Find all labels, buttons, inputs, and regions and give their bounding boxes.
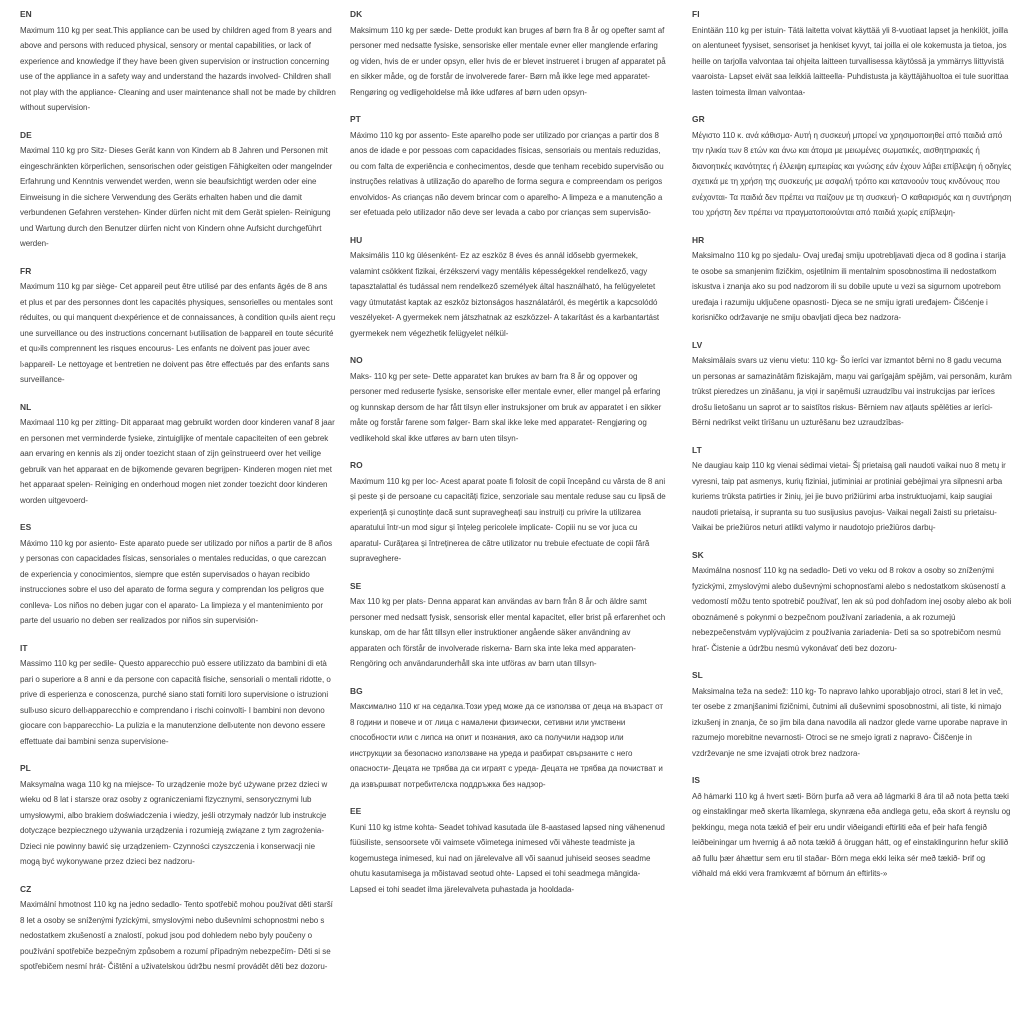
language-section: [692, 773, 1012, 882]
language-text: Ne daugiau kaip 110 kg vienai sėdimai vietai- Šį prietaisą gali naudoti vaikai nuo 8 metų ir vyresni, taip pat asmenys, kurių fiziniai, jutiminiai ar protiniai gebėjimai yra silpnesni arba kuriems trūksta patirties ir žinių, jei jie buvo prižiūrimi arba instruktuojami, kaip saugiai naudoti prietaisą, ir supranta su tuo susijusius pavojus- Vaikai negali žaisti su prietaisu- Vaikai be priežiūros neturi atlikti valymo ir naudotojo priežiūros darbų-: [692, 461, 1006, 532]
language-section: [692, 7, 1012, 100]
language-section: [692, 338, 1012, 431]
language-section: [350, 233, 666, 342]
language-section: [350, 7, 666, 100]
language-code: HU: [350, 234, 363, 245]
language-text: Maximum 110 kg par siège- Cet appareil peut être utilisé par des enfants âgés de 8 ans et plus et par des personnes dont les capacités physiques, sensorielles ou mentales sont réduites, ou qui manquent d›expérience et de connaissances, à condition qu›ils aient reçu une surveillance ou des instructions concernant l›utilisation de l›appareil en toute sécurité et qu›ils comprennent les risques encourus- Les enfants ne doivent pas jouer avec l›appareil- Le nettoyage et l›entretien ne doivent pas être effectués par des enfants sans surveillance-: [20, 282, 336, 384]
language-text: Maksimalno 110 kg po sjedalu- Ovaj uređaj smiju upotrebljavati djeca od 8 godina i starija te osobe sa smanjenim fizičkim, osjetilnim ili mentalnim sposobnostima ili nedostatkom iskustva i znanja ako su pod nadzorom ili su dobile upute u vezi sa sigurnom upotrebom uređaja i razumiju uključene opasnosti- Djeca se ne smiju igrati uređajem- Čišćenje i korisničko održavanje ne smiju obavljati djeca bez nadzora-: [692, 251, 1006, 322]
language-text: Massimo 110 kg per sedile- Questo apparecchio può essere utilizzato da bambini di età pari o superiore a 8 anni e da persone con capacità fisiche, sensoriali o mentali ridotte, o prive di esperienza e conoscenza, purché siano stati forniti loro supervisione o istruzioni sull›uso sicuro dell›apparecchio e comprendano i rischi coinvolti- I bambini non devono giocare con l›apparecchio- La pulizia e la manutenzione dell›utente non devono essere effettuate dai bambini senza supervisione-: [20, 659, 331, 746]
language-text: Máximo 110 kg por asiento- Este aparato puede ser utilizado por niños a partir de 8 años y personas con capacidades físicas, sensoriales o mentales reducidas, o que carezcan de experiencia y conocimientos, siempre que estén supervisados o hayan recibido instrucciones sobre el uso del aparato de forma segura y comprendan los peligros que conlleva- Los niños no deben jugar con el aparato- La limpieza y el mantenimiento por parte del usuario no deben ser realizados por niños sin supervisión-: [20, 538, 333, 625]
language-section: [350, 804, 666, 897]
language-section: [350, 458, 666, 567]
language-code: IS: [692, 775, 701, 785]
language-section: [20, 264, 336, 388]
document-column-3: [692, 7, 1012, 894]
language-section: [20, 520, 336, 629]
language-section: [350, 353, 666, 446]
language-section: [20, 641, 336, 750]
language-section: [20, 400, 336, 509]
language-text: Að hámarki 110 kg á hvert sæti- Börn þurfa að vera að lágmarki 8 ára til að nota þetta tæki og einstaklingar með skerta líkamlega, skynræna eða andlega getu, eða skort á reynslu og þekkingu, mega nota tækið ef þeir eru undir viðeigandi eftirliti eða ef þeir hafa fengið leiðbeiningar um hvernig á að nota tækið á öruggan hátt, og ef einstaklingurinn hefur skilið að fullu þær áhættur sem eru til staðar- Börn mega ekki leika sér með tækið- Þrif og viðhald má ekki vera framkvæmt af börnum án eftirlits-»: [692, 791, 1011, 878]
language-section: [692, 112, 1012, 221]
language-code: BG: [350, 685, 363, 696]
language-section: [20, 7, 336, 116]
language-code: FI: [692, 9, 700, 19]
language-section: [350, 112, 666, 221]
language-text: Maksimalna teža na sedež: 110 kg- To napravo lahko uporabljajo otroci, stari 8 let in več, ter osebe z zmanjšanimi fizičnimi, čutnimi ali duševnimi sposobnostmi, ali tiste, ki nimajo izkušenj in znanja, če so jim bila dana navodila ali nadzor glede varne uporabe naprave in razumejo morebitne nevarnosti- Otroci se ne smejo igrati z napravo- Čiščenje in vzdrževanje ne sme izvajati otrok brez nadzora-: [692, 686, 1008, 758]
language-code: NL: [20, 401, 32, 412]
language-section: [350, 579, 666, 672]
language-code: DK: [350, 9, 363, 19]
language-text: Maximal 110 kg pro Sitz- Dieses Gerät kann von Kindern ab 8 Jahren und Personen mit eingeschränkten körperlichen, sensorischen oder geistigen Fähigkeiten oder mangelnder Erfahrung und Kenntnis verwendet werden, wenn sie beaufsichtigt werden oder eine Einweisung in die sichere Verwendung des Geräts erhalten haben und die damit verbundenen Gefahren verstehen- Kinder dürfen nicht mit dem Gerät spielen- Reinigung und Wartung durch den Benutzer dürfen nicht von Kindern ohne Aufsicht durchgeführt werden-: [20, 146, 333, 248]
language-text: Maksimális 110 kg ülésenként- Ez az eszköz 8 éves és annál idősebb gyermekek, valamint csökkent fizikai, érzékszervi vagy mentális képességekkel rendelkező, vagy tapasztalattal és tudással nem rendelkező személyek által használható, ha felügyeletet vagy útmutatást kaptak az eszköz biztonságos használatáról, és megértik a kapcsolódó veszélyeket- A gyermekek nem játszhatnak az eszközzel- A takarítást és a karbantartást gyermekek nem végezhetik felügyelet nélkül-: [350, 251, 660, 338]
language-section: [692, 548, 1012, 657]
language-code: HR: [692, 234, 705, 245]
language-text: Kuni 110 kg istme kohta- Seadet tohivad kasutada üle 8-aastased lapsed ning vähenenud füüsiliste, sensoorsete või vaimsete võimetega inimesed või väheste teadmiste ja kogemustega inimesed, kui nad on järelevalve all või saanud juhiseid seoses seadme ohutu kasutamisega ja mõistavad seotud ohte- Lapsed ei tohi seadmega mängida- Lapsed ei tohi seadet ilma järelevalveta puhastada ja hooldada-: [350, 822, 665, 894]
language-text: Enintään 110 kg per istuin- Tätä laitetta voivat käyttää yli 8-vuotiaat lapset ja henkilöt, joilla on alentuneet fyysiset, sensoriset ja henkiset kyvyt, tai joilla ei ole kokemusta ja tietoa, jos heille on tarjolla valvontaa tai ohjeita laitteen turvallisessa käytössä ja ymmärrys liittyvistä vaaroista- Lapset eivät saa leikkiä laitteella- Puhdistusta ja käyttäjähuoltoa ei tule suorittaa lasten toimesta ilman valvontaa-: [692, 25, 1009, 97]
language-section: [692, 443, 1012, 536]
language-code: SK: [692, 549, 704, 560]
language-code: PL: [20, 763, 31, 773]
language-code: LT: [692, 444, 702, 455]
language-code: RO: [350, 460, 363, 470]
language-text: Maksymalna waga 110 kg na miejsce- To urządzenie może być używane przez dzieci w wieku od 8 lat i starsze oraz osoby z ograniczeniami fizycznymi, sensorycznymi lub umysłowymi, albo brakiem doświadczenia i wiedzy, jeśli otrzymały nadzór lub instrukcje dotyczące bezpiecznego używania urządzenia i rozumieją związane z tym zagrożenia- Dzieci nie powinny bawić się urządzeniem- Czynności czyszczenia i konserwacji nie mogą być wykonywane przez dzieci bez nadzoru-: [20, 779, 328, 866]
language-code: EN: [20, 9, 32, 19]
language-text: Maximaal 110 kg per zitting- Dit apparaat mag gebruikt worden door kinderen vanaf 8 jaar en personen met verminderde fysieke, zintuiglijke of mentale capaciteiten of een gebrek aan ervaring en kennis als zij onder toezicht staan of zijn geïnstrueerd over het veilige gebruik van het apparaat en de bijkomende gevaren begrijpen- Kinderen mogen niet met het apparaat spelen- Reiniging en onderhoud mogen niet zonder toezicht door kinderen worden uitgevoerd-: [20, 418, 335, 505]
language-text: Maximální hmotnost 110 kg na jedno sedadlo- Tento spotřebič mohou používat děti starší 8 let a osoby se sníženými fyzickými, smyslovými nebo duševními schopnostmi nebo s nedostatkem zkušeností a znalostí, pokud jsou pod dohledem nebo byly poučeny o používání spotřebiče bezpečným způsobem a rozumí případným nebezpečím- Děti si se spotřebičem nesmí hrát- Čištění a uživatelskou údržbu nesmí provádět děti bez dozoru-: [20, 900, 333, 971]
document-column-1: [20, 7, 336, 987]
language-code: GR: [692, 114, 705, 124]
language-text: Max 110 kg per plats- Denna apparat kan användas av barn från 8 år och äldre samt personer med nedsatt fysisk, sensorisk eller mental kapacitet, eller brist på erfarenhet och kunskap, om de har fått tillsyn eller instruktioner angående säker användning av apparaten och förstår de involverade riskerna- Barn ska inte leka med apparaten- Rengöring och användarunderhåll ska inte utföras av barn utan tillsyn-: [350, 597, 666, 668]
language-section: [20, 882, 336, 975]
language-text: Máximo 110 kg por assento- Este aparelho pode ser utilizado por crianças a partir dos 8 anos de idade e por pessoas com capacidades físicas, sensoriais ou mentais reduzidas, ou com falta de experiência e conhecimentos, desde que tenham recebido supervisão ou instruções relativas à utilização do aparelho de forma segura e compreendam os perigos envolvidos- As crianças não devem brincar com o aparelho- A limpeza e a manutenção a ser efetuada pelo utilizador não deve ser levada a cabo por crianças sem supervisão-: [350, 130, 664, 217]
language-text: Maximum 110 kg per seat.This appliance can be used by children aged from 8 years and above and persons with reduced physical, sensory or mental capabilities, or lack of experience and knowledge if they have been given supervision or instruction concerning use of the appliance in a safety way and understand the hazards involved- Children shall not play with the appliance- Cleaning and user maintenance shall not be made by children without supervision-: [20, 25, 336, 112]
document-column-2: [350, 7, 666, 909]
language-text: Максимално 110 кг на седалка.Този уред може да се използва от деца на възраст от 8 години и повече и от лица с намалени физически, сетивни или умствени способности или с липса на опит и познания, ако са получили надзор или инструкции за безопасно използване на уреда и разбират свързаните с него опасности- Децата не трябва да си играят с уреда- Децата не трябва да почистват и да извършват потребителска поддръжка без надзор-: [350, 702, 663, 789]
language-code: PT: [350, 114, 361, 124]
language-section: [350, 684, 666, 793]
language-code: IT: [20, 642, 28, 653]
language-code: FR: [20, 265, 32, 276]
language-code: SL: [692, 670, 703, 680]
language-code: DE: [20, 129, 32, 140]
language-text: Maximum 110 kg per loc- Acest aparat poate fi folosit de copii începând cu vârsta de 8 ani și peste și de persoane cu capacități fizice, senzoriale sau mentale reduse sau cu lipsă de experiență și cunoștințe dacă sunt supravegheați sau instruiți cu privire la utilizarea aparatului într-un mod sigur și înțeleg pericolele implicate- Copiii nu se vor juca cu aparatul- Curățarea și întreținerea de către utilizator nu trebuie efectuate de copii fără supraveghere-: [350, 476, 666, 563]
language-section: [20, 128, 336, 252]
language-code: CZ: [20, 883, 32, 894]
language-section: [20, 761, 336, 870]
language-section: [692, 233, 1012, 326]
language-code: LV: [692, 339, 703, 350]
language-text: Maximálna nosnosť 110 kg na sedadlo- Deti vo veku od 8 rokov a osoby so zníženými fyzickými, zmyslovými alebo duševnými schopnosťami alebo s nedostatkom skúseností a vedomostí môžu tento spotrebič používať, len ak sú pod dohľadom inej osoby alebo ak boli oboznámené s pokynmi o bezpečnom používaní zariadenia, a ak rozumejú nebezpečenstvám vyplývajúcim z používania zariadenia- Deti sa so spotrebičom nesmú hrať- Čistenie a údržbu nesmú vykonávať deti bez dozoru-: [692, 566, 1012, 653]
language-code: ES: [20, 522, 32, 532]
language-text: Maksimum 110 kg per sæde- Dette produkt kan bruges af børn fra 8 år og opefter samt af personer med nedsatte fysiske, sensoriske eller mentale evner eller manglende erfaring og viden, hvis de er under opsyn, eller hvis de er blevet instrueret i brugen af apparatet på en sikker måde, og de forstår de involverede farer- Børn må ikke lege med apparatet- Rengøring og vedligeholdelse må ikke udføres af børn uden opsyn-: [350, 25, 666, 97]
language-code: EE: [350, 806, 362, 816]
language-text: Maksimālais svars uz vienu vietu: 110 kg- Šo ierīci var izmantot bērni no 8 gadu vecuma un personas ar samazinātām fiziskajām, maņu vai garīgajām spējām, vai personām, kurām trūkst pieredzes un zināšanu, ja viņi ir saņēmuši uzraudzību vai instrukcijas par ierīces drošu lietošanu un saprot ar to saistītos riskus- Bērniem nav atļauts spēlēties ar ierīci- Bērni nedrīkst veikt tīrīšanu un uzturēšanu bez uzraudzības-: [692, 356, 1012, 427]
language-section: [692, 668, 1012, 761]
language-text: Μέγιστο 110 κ. ανά κάθισμα- Αυτή η συσκευή μπορεί να χρησιμοποιηθεί από παιδιά από την ηλικία των 8 ετών και άνω και άτομα με μειωμένες σωματικές, αισθητηριακές ή διανοητικές ικανότητες ή έλλειψη εμπειρίας και γνώσης εάν έχουν λάβει επίβλεψη ή οδηγίες σχετικά με τη χρήση της συσκευής με ασφαλή τρόπο και κατανοούν τους κινδύνους που ενέχονται- Τα παιδιά δεν πρέπει να παίζουν με τη συσκευή- Ο καθαρισμός και η συντήρηση του χρήστη δεν πρέπει να πραγματοποιούνται από παιδιά χωρίς επίβλεψη-: [692, 130, 1012, 217]
language-text: Maks- 110 kg per sete- Dette apparatet kan brukes av barn fra 8 år og oppover og personer med reduserte fysiske, sensoriske eller mentale evner, eller mangel på erfaring og kunnskap dersom de har fått tilsyn eller instruksjoner om bruk av apparatet i en sikker måte og forstår farene som følger- Barn skal ikke leke med apparatet- Rengjøring og vedlikehold skal ikke utføres av barn uten tilsyn-: [350, 371, 662, 443]
language-code: SE: [350, 580, 362, 591]
language-code: NO: [350, 355, 363, 365]
